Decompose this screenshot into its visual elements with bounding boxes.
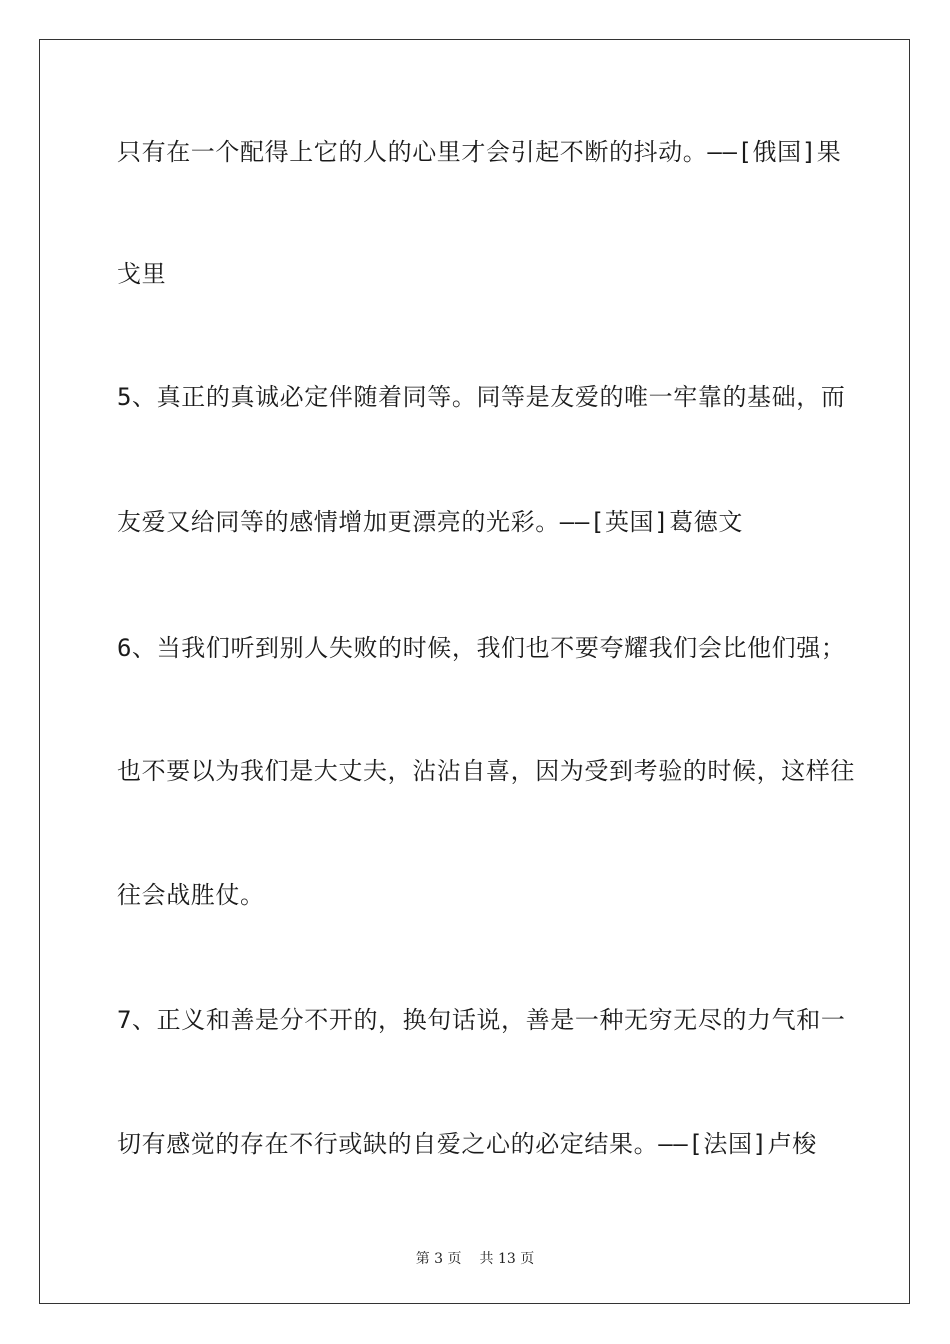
text-line-9: 切有感觉的存在不行或缺的自爱之心的必定结果。——[法国]卢梭 (117, 1130, 817, 1158)
text-line-5: 6、当我们听到别人失败的时候，我们也不要夸耀我们会比他们强； (117, 634, 846, 662)
text-line-4: 友爱又给同等的感情增加更漂亮的光彩。——[英国]葛德文 (117, 508, 743, 536)
page-number: 第 3 页 (415, 1251, 462, 1267)
text-line-3: 5、真正的真诚必定伴随着同等。同等是友爱的唯一牢靠的基础，而 (117, 383, 846, 411)
text-line-6: 也不要以为我们是大丈夫，沾沾自喜，因为受到考验的时候，这样往 (117, 757, 855, 785)
page-frame (39, 39, 910, 1304)
total-pages: 共 13 页 (479, 1251, 535, 1267)
text-line-8: 7、正义和善是分不开的，换句话说，善是一种无穷无尽的力气和一 (117, 1006, 846, 1034)
text-line-7: 往会战胜仗。 (117, 881, 265, 909)
text-line-2: 戈里 (117, 260, 167, 288)
text-line-1: 只有在一个配得上它的人的心里才会引起不断的抖动。——[俄国]果 (117, 138, 842, 166)
page-footer (0, 1248, 950, 1268)
